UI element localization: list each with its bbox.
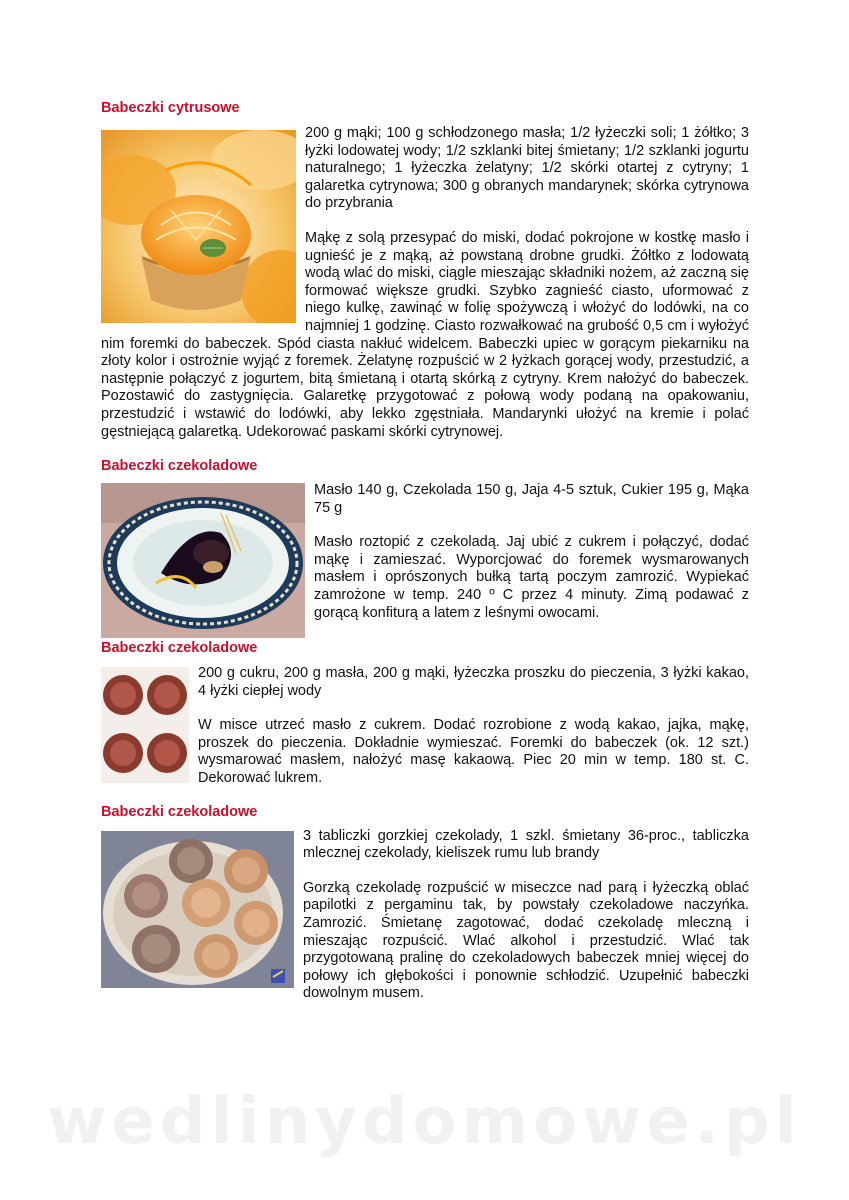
recipe-section xyxy=(101,458,749,622)
ingredients-text: 200 g mąki; 100 g schłodzonego masła; 1/2 łyżeczki soli; 1 żółtko; 3 łyżki lodowatej wody; 1/2 szklanki bitej śmietany; 1/2 szklanki jogurtu naturalnego; 1 łyżeczka żelatyny; 1/2 skórki otartej z cytryny; 1 galaretka cytrynowa; 300 g obranych mandarynek; skórka cytrynowa do przybrania xyxy=(305,125,749,212)
chocolate-cake-plate-photo xyxy=(101,483,305,638)
recipe-section xyxy=(101,100,749,441)
instructions-text: Masło roztopić z czekoladą. Jaj ubić z cukrem i połączyć, dodać mąkę i zamieszać. Wyporcjować do foremek wysmarowanych masłem i oprószonych bułką tartą poczym zamrozić. Wypiekać zamrożone w temp. 240 º C przez 4 minuty. Zimą podawać z gorącą konfiturą a latem z leśnymi owocami. xyxy=(314,534,749,621)
ingredients-text: Masło 140 g, Czekolada 150 g, Jaja 4-5 sztuk, Cukier 195 g, Mąka 75 g xyxy=(314,482,749,516)
watermark: wedlinydomowe.pl xyxy=(47,1085,802,1159)
instructions-text: Mąkę z solą przesypać do miski, dodać pokrojone w kostkę masło i ugnieść je z mąką, aż powstaną drobne grudki. Żółtko z lodowatą wodą wlać do miski, ciągle mieszając składniki nożem, aż zaczną się formować większe grudki. Szybko zagnieść ciasto, uformować z niego kulkę, zawinąć w folię spożywczą i włożyć do lodówki, na co najmniej 1 godzinę. Ciasto rozwałkować na grubość 0,5 cm i wyłożyć nim foremki do babeczek. Spód ciasta nakłuć widelcem. Babeczki upiec w gorącym piekarniku na złoty kolor i ostrożnie wyjąć z foremek. Żelatynę rozpuścić w 2 łyżkach gorącej wody, przestudzić, a następnie połączyć z jogurtem, bitą śmietaną i otartą skórką z cytryny. Krem nałożyć do babeczek. Pozostawić do zastygnięcia. Galaretkę przygotować z połową wody podaną na opakowaniu, przestudzić i wstawić do lodówki, aby lekko zgęstniała. Mandarynki ułożyć na kremie i polać gęstniejącą galaretką. Udekorować paskami skórki cytrynowej. xyxy=(101,229,749,440)
ingredients-text: 3 tabliczki gorzkiej czekolady, 1 szkl. śmietany 36-proc., tabliczka mlecznej czekolady, kieliszek rumu lub brandy xyxy=(303,827,749,862)
recipe-section xyxy=(101,804,749,1003)
recipe-title: Babeczki czekoladowe xyxy=(101,458,258,475)
recipe-title: Babeczki cytrusowe xyxy=(101,100,240,116)
recipe-title: Babeczki czekoladowe xyxy=(101,640,258,657)
recipe-title: Babeczki czekoladowe xyxy=(101,803,258,820)
recipe-section xyxy=(101,640,749,788)
cocoa-cupcakes-photo xyxy=(101,667,189,783)
ingredients-text: 200 g cukru, 200 g masła, 200 g mąki, łyżeczka proszku do pieczenia, 3 łyżki kakao, 4 łyżki ciepłej wody xyxy=(198,665,749,699)
instructions-text: W misce utrzeć masło z cukrem. Dodać rozrobione z wodą kakao, jajka, mąkę, proszek do pieczenia. Dokładnie wymieszać. Foremki do babeczek (ok. 12 szt.) wysmarować masłem, nałożyć masę kakaową. Piec 20 min w temp. 180 st. C. Dekorować lukrem. xyxy=(198,717,749,787)
instructions-text: Gorzką czekoladę rozpuścić w miseczce nad parą i łyżeczką oblać papilotki z pergaminu tak, by powstały czekoladowe naczyńka. Zamrozić. Śmietanę zagotować, dodać czekoladę mleczną i mieszając rozpuścić. Wlać alkohol i przestudzić. Wlać tak przygotowaną pralinę do czekoladowych babeczek mniej więcej do połowy ich głębokości i ponownie schłodzić. Uzupełnić babeczki dowolnym musem. xyxy=(303,879,749,1002)
recipe-page xyxy=(101,100,749,1003)
chocolate-cups-plate-photo xyxy=(101,831,294,988)
citrus-tartlet-photo xyxy=(101,130,296,323)
